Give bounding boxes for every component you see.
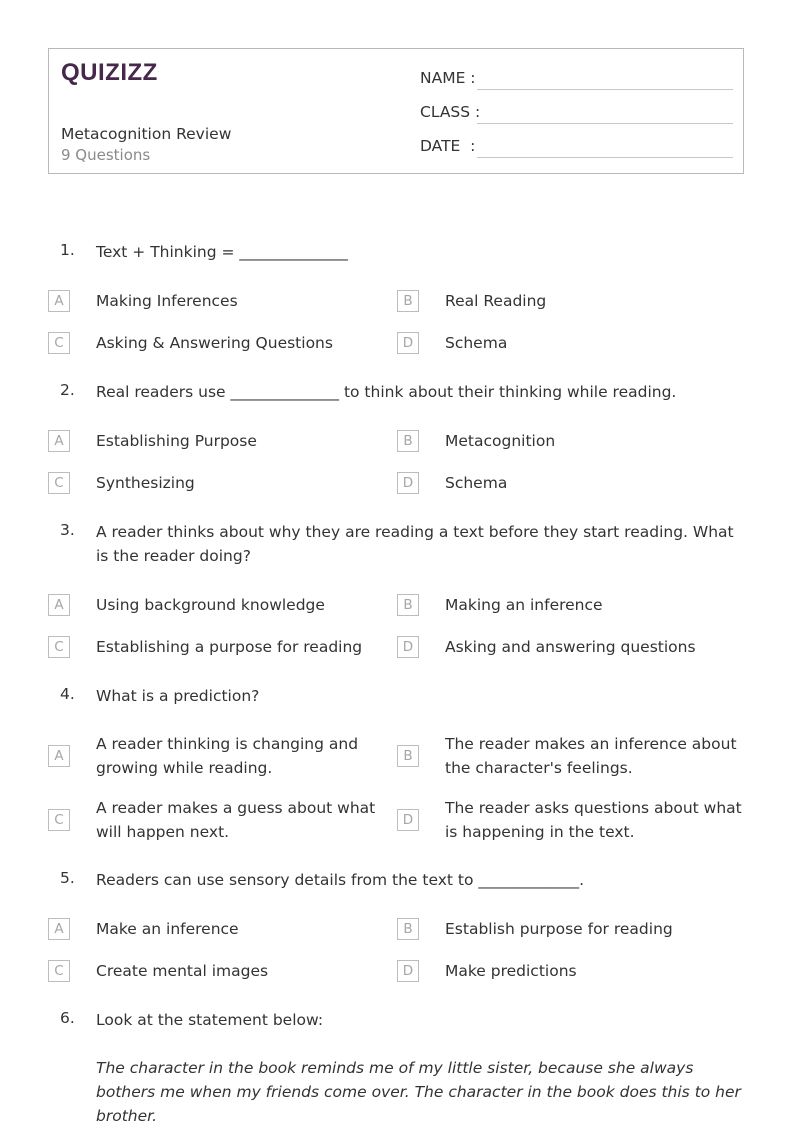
name-line — [477, 89, 733, 90]
question-number: 5. — [60, 869, 75, 887]
question-text: Real readers use ______________ to think about their thinking while reading. — [96, 383, 677, 401]
option-letter-box: A — [48, 745, 70, 767]
option-text: The reader makes an inference about the character's feelings. — [445, 735, 737, 777]
option-letter-box: D — [397, 332, 419, 354]
option-text: A reader makes a guess about what will happen next. — [96, 799, 376, 841]
option-letter-box: B — [397, 594, 419, 616]
question-count: 9 Questions — [61, 146, 151, 164]
option-letter-box: C — [48, 960, 70, 982]
option-letter-box: C — [48, 636, 70, 658]
option-letter-box: A — [48, 918, 70, 940]
statement-text: The character in the book reminds me of my little sister, because she always bothers me when my friends come over. The character in the book does this to her brother. — [96, 1059, 741, 1125]
option-text: Schema — [445, 334, 508, 352]
question-number: 4. — [60, 685, 75, 703]
option-letter-box: A — [48, 290, 70, 312]
option-letter-box: C — [48, 809, 70, 831]
name-label: NAME : — [420, 69, 476, 87]
option-text: Create mental images — [96, 962, 269, 980]
option-text: Real Reading — [445, 292, 547, 310]
option-text: The reader asks questions about what is happening in the text. — [445, 799, 742, 841]
option-text: A reader thinking is changing and growing while reading. — [96, 735, 359, 777]
question-text: A reader thinks about why they are reading a text before they start reading. What is the reader doing? — [96, 523, 734, 565]
option-letter-box: C — [48, 472, 70, 494]
option-letter-box: B — [397, 290, 419, 312]
option-letter-box: D — [397, 636, 419, 658]
option-text: Metacognition — [445, 432, 556, 450]
worksheet-header — [48, 48, 744, 174]
option-text: Synthesizing — [96, 474, 195, 492]
option-text: Make predictions — [445, 962, 577, 980]
option-letter-box: A — [48, 594, 70, 616]
option-text: Establishing a purpose for reading — [96, 638, 363, 656]
option-letter-box: D — [397, 960, 419, 982]
option-text: Establishing Purpose — [96, 432, 257, 450]
option-text: Asking and answering questions — [445, 638, 696, 656]
class-label: CLASS : — [420, 103, 481, 121]
option-text: Making an inference — [445, 596, 603, 614]
option-letter-box: B — [397, 745, 419, 767]
option-text: Using background knowledge — [96, 596, 325, 614]
option-letter-box: B — [397, 430, 419, 452]
date-label: DATE : — [420, 137, 476, 155]
question-number: 1. — [60, 241, 75, 259]
question-number: 3. — [60, 521, 75, 539]
question-text: Readers can use sensory details from the text to _____________. — [96, 871, 585, 889]
question-number: 2. — [60, 381, 75, 399]
option-text: Establish purpose for reading — [445, 920, 673, 938]
quizizz-logo: QUIZIZZ — [61, 59, 158, 86]
worksheet-title: Metacognition Review — [61, 125, 232, 143]
option-letter-box: D — [397, 472, 419, 494]
option-text: Make an inference — [96, 920, 239, 938]
option-letter-box: B — [397, 918, 419, 940]
option-letter-box: A — [48, 430, 70, 452]
question-number: 6. — [60, 1009, 75, 1027]
class-line — [477, 123, 733, 124]
question-text: What is a prediction? — [96, 687, 260, 705]
option-text: Asking & Answering Questions — [96, 334, 333, 352]
question-text: Text + Thinking = ______________ — [96, 243, 348, 261]
option-text: Schema — [445, 474, 508, 492]
option-letter-box: C — [48, 332, 70, 354]
date-line — [477, 157, 733, 158]
question-text: Look at the statement below: — [96, 1011, 324, 1029]
option-letter-box: D — [397, 809, 419, 831]
option-text: Making Inferences — [96, 292, 238, 310]
